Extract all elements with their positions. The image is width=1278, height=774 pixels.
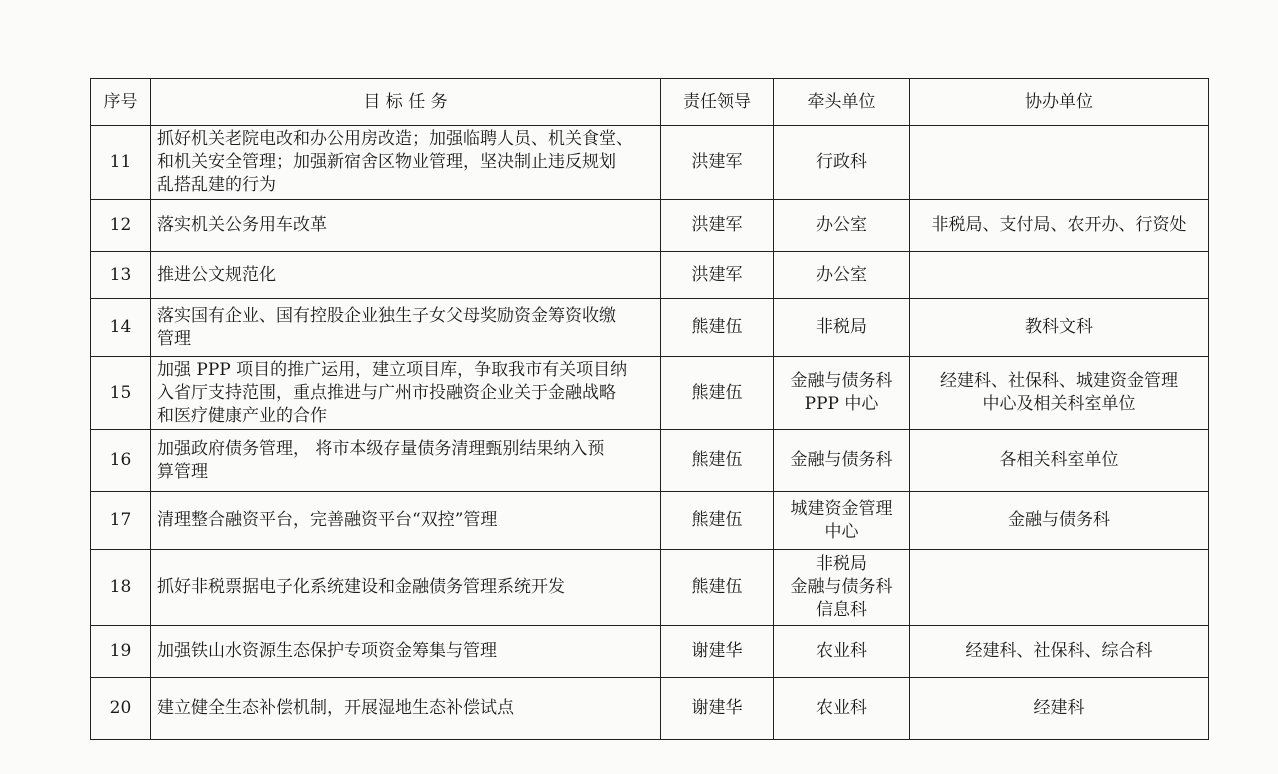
- row-leader: 熊建伍: [661, 430, 774, 492]
- row-task: 加强政府债务管理， 将市本级存量债务清理甄别结果纳入预 算管理: [151, 430, 661, 492]
- row-leader: 谢建华: [661, 626, 774, 678]
- table-row: [91, 126, 1209, 200]
- row-assist-unit: 经建科、社保科、城建资金管理 中心及相关科室单位: [910, 357, 1209, 430]
- row-lead-unit: 办公室: [774, 252, 910, 299]
- header-lead-unit: 牵头单位: [774, 79, 910, 126]
- row-task: 加强 PPP 项目的推广运用，建立项目库，争取我市有关项目纳 入省厅支持范围，重点推进与广州市投融资企业关于金融战略 和医疗健康产业的合作: [151, 357, 661, 430]
- row-leader: 洪建军: [661, 126, 774, 200]
- row-leader: 谢建华: [661, 678, 774, 740]
- header-task: 目 标 任 务: [151, 79, 661, 126]
- row-seq: 17: [91, 492, 151, 550]
- row-assist-unit: 金融与债务科: [910, 492, 1209, 550]
- row-lead-unit: 非税局 金融与债务科 信息科: [774, 550, 910, 626]
- row-lead-unit: 金融与债务科 PPP 中心: [774, 357, 910, 430]
- row-seq: 12: [91, 200, 151, 252]
- row-assist-unit: [910, 252, 1209, 299]
- row-task: 建立健全生态补偿机制，开展湿地生态补偿试点: [151, 678, 661, 740]
- row-lead-unit: 城建资金管理 中心: [774, 492, 910, 550]
- table-row: [91, 550, 1209, 626]
- row-lead-unit: 农业科: [774, 626, 910, 678]
- row-seq: 16: [91, 430, 151, 492]
- row-assist-unit: [910, 126, 1209, 200]
- row-leader: 洪建军: [661, 252, 774, 299]
- task-table: [90, 78, 1209, 740]
- row-leader: 熊建伍: [661, 299, 774, 357]
- table-row: [91, 626, 1209, 678]
- row-lead-unit: 行政科: [774, 126, 910, 200]
- row-lead-unit: 金融与债务科: [774, 430, 910, 492]
- row-seq: 20: [91, 678, 151, 740]
- row-lead-unit: 办公室: [774, 200, 910, 252]
- table-row: [91, 357, 1209, 430]
- row-assist-unit: 经建科: [910, 678, 1209, 740]
- row-task: 落实机关公务用车改革: [151, 200, 661, 252]
- row-assist-unit: 各相关科室单位: [910, 430, 1209, 492]
- row-seq: 15: [91, 357, 151, 430]
- row-task: 落实国有企业、国有控股企业独生子女父母奖励资金筹资收缴 管理: [151, 299, 661, 357]
- header-assist-unit: 协办单位: [910, 79, 1209, 126]
- row-leader: 熊建伍: [661, 492, 774, 550]
- table-row: [91, 299, 1209, 357]
- row-seq: 18: [91, 550, 151, 626]
- row-lead-unit: 农业科: [774, 678, 910, 740]
- row-lead-unit: 非税局: [774, 299, 910, 357]
- row-assist-unit: 教科文科: [910, 299, 1209, 357]
- row-leader: 洪建军: [661, 200, 774, 252]
- table-row: [91, 200, 1209, 252]
- table-row: [91, 252, 1209, 299]
- row-task: 推进公文规范化: [151, 252, 661, 299]
- row-task: 清理整合融资平台，完善融资平台“双控”管理: [151, 492, 661, 550]
- row-task: 加强铁山水资源生态保护专项资金筹集与管理: [151, 626, 661, 678]
- row-seq: 13: [91, 252, 151, 299]
- header-seq: 序号: [91, 79, 151, 126]
- row-assist-unit: [910, 550, 1209, 626]
- row-assist-unit: 经建科、社保科、综合科: [910, 626, 1209, 678]
- row-seq: 11: [91, 126, 151, 200]
- table-row: [91, 430, 1209, 492]
- table-row: [91, 678, 1209, 740]
- row-leader: 熊建伍: [661, 357, 774, 430]
- header-leader: 责任领导: [661, 79, 774, 126]
- row-seq: 19: [91, 626, 151, 678]
- table-row: [91, 492, 1209, 550]
- row-task: 抓好机关老院电改和办公用房改造；加强临聘人员、机关食堂、 和机关安全管理；加强新宿舍区物业管理，坚决制止违反规划 乱搭乱建的行为: [151, 126, 661, 200]
- row-assist-unit: 非税局、支付局、农开办、行资处: [910, 200, 1209, 252]
- table-header-row: [91, 79, 1209, 126]
- row-leader: 熊建伍: [661, 550, 774, 626]
- row-task: 抓好非税票据电子化系统建设和金融债务管理系统开发: [151, 550, 661, 626]
- row-seq: 14: [91, 299, 151, 357]
